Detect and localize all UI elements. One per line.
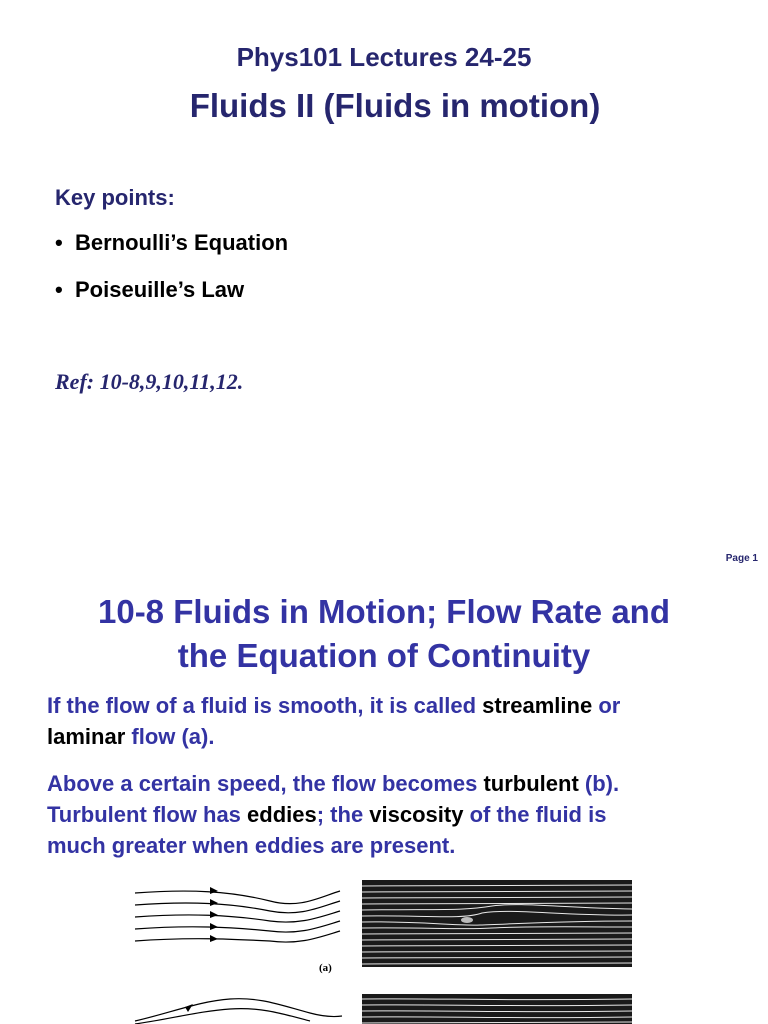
bullet-item [55,277,244,303]
lecture-subtitle: Fluids II (Fluids in motion) [189,87,601,124]
bullet-glyph: • [55,277,63,302]
section-title-line-2: the Equation of Continuity [177,637,591,674]
turbulent-streamlines-diagram [130,983,345,1024]
reference-text: Ref: 10-8,9,10,11,12. [55,369,244,394]
section-title-line-1: 10-8 Fluids in Motion; Flow Rate and [97,593,670,630]
bullet-text: Poiseuille’s Law [75,277,245,302]
para-text: of the fluid is [463,802,607,827]
para-text: If the flow of a fluid is smooth, it is called [47,693,483,718]
para-text: ; the [316,802,370,827]
para-text: (b). [578,771,620,796]
section-title [0,590,768,678]
bullet-text: Bernoulli’s Equation [75,230,289,255]
slide-2 [0,575,768,1024]
paragraph-laminar [47,690,747,752]
term-eddies: eddies [247,802,317,827]
term-viscosity: viscosity [369,802,464,827]
turbulent-flow-photo [362,994,632,1024]
para-text: much greater when eddies are present. [47,833,456,858]
lecture-title: Phys101 Lectures 24-25 [236,42,532,72]
figure-label-a: (a) [319,962,332,974]
para-text: flow (a). [125,724,215,749]
term-streamline: streamline [482,693,593,718]
key-points-label: Key points: [55,185,175,210]
para-text: Turbulent flow has [47,802,248,827]
term-turbulent: turbulent [483,771,579,796]
bullet-glyph: • [55,230,63,255]
page-number: Page 1 [725,553,758,564]
laminar-flow-photo [362,880,632,967]
paragraph-turbulent [47,768,747,861]
laminar-streamlines-diagram [130,883,345,948]
para-text: Above a certain speed, the flow becomes [47,771,484,796]
para-text: or [592,693,621,718]
term-laminar: laminar [47,724,126,749]
bullet-item [55,230,288,256]
